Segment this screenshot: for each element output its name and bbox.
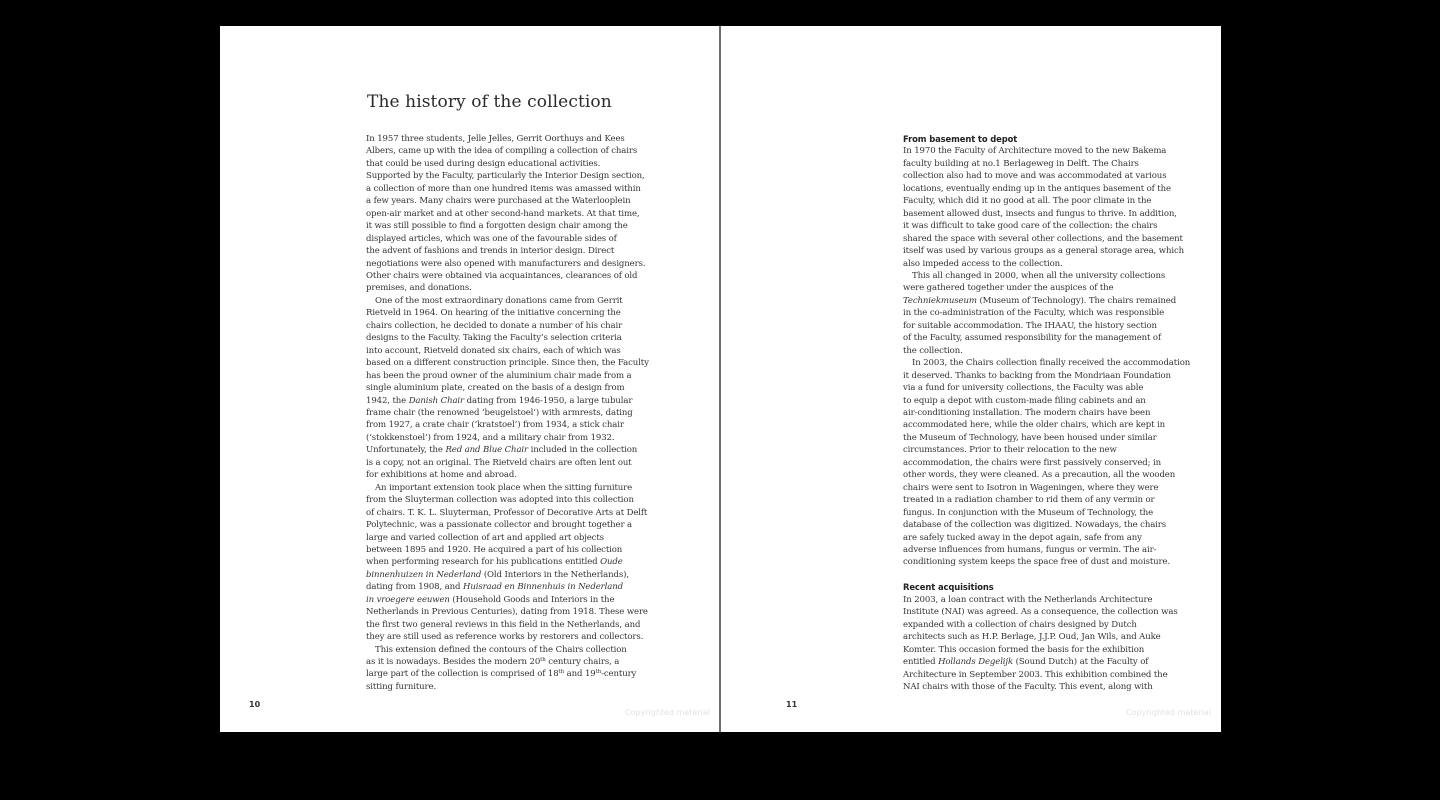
text-line: shared the space with several other collections, and the basement [903,233,1183,244]
italic-title: Oude [600,557,623,568]
text-line [366,581,658,593]
text-line: a collection of more than one hundred items was amassed within [366,183,641,194]
copyright-watermark: Copyrighted material [624,708,710,717]
text-line: Supported by the Faculty, particularly the Interior Design section, [366,171,645,182]
superscript: th [540,657,546,664]
paragraph-basement [903,145,1195,270]
text-line: accommodated here, while the older chairs, which are kept in [903,420,1165,431]
page-title: The history of the collection [367,92,612,112]
text-line: is a copy, not an original. The Rietveld chairs are often lent out [366,457,632,468]
text-line: of chairs. T. K. L. Sluyterman, Professor of Decorative Arts at Delft [366,507,648,518]
text-line: to equip a depot with custom-made filing cabinets and an [903,395,1146,406]
italic-title: in vroegere eeuwen [366,594,450,605]
text-line: In 2003, a loan contract with the Netherlands Architecture [903,594,1153,605]
text-line: single aluminium plate, created on the basis of a design from [366,383,625,394]
italic-title: Huisraad en Binnenhuis in Nederland [462,582,623,593]
text-line: faculty building at no.1 Berlageweg in Delft. The Chairs [903,158,1139,169]
text-line: Faculty, which did it no good at all. The poor climate in the [903,196,1152,207]
paragraph-extension [366,644,658,694]
text-line: displayed articles, which was one of the favourable sides of [366,233,617,244]
paragraph-2003 [903,357,1195,569]
text-line: has been the proud owner of the aluminium chair made from a [366,370,632,381]
text-run: when performing research for his publications entitled [366,557,601,568]
text-line [366,656,658,668]
italic-title: binnenhuizen in Nederland [366,569,482,580]
text-line: expanded with a collection of chairs designed by Dutch [903,619,1137,630]
page-number: 10 [249,700,261,709]
text-line: Netherlands in Previous Centuries), dating from 1918. These were [366,607,648,618]
section-heading: Recent acquisitions [903,582,994,593]
text-line: also impeded access to the collection. [903,258,1063,269]
text-line: locations, eventually ending up in the antiques basement of the [903,183,1171,194]
text-line: architects such as H.P. Berlage, J.J.P. Oud, Jan Wils, and Auke [903,632,1161,643]
text-line: sitting furniture. [366,681,437,692]
superscript: th [595,669,602,676]
text-run: included in the collection [528,445,638,456]
text-line: were gathered together under the auspices of the [903,283,1114,294]
text-line: frame chair (the renowned ‘beugelstoel’) with armrests, dating [366,407,633,418]
text-line: In 1970 the Faculty of Architecture moved to the new Bakema [903,146,1167,157]
text-line [903,656,1195,668]
paragraph-rietveld [366,295,658,482]
text-line: itself was used by various groups as a general storage area, which [903,246,1184,257]
text-run: dating from 1908, and [366,582,463,593]
page-number: 11 [786,700,798,709]
text-line: the Museum of Technology, have been housed under similar [903,432,1157,443]
italic-title: Techniekmuseum [903,295,977,306]
text-run: and 19 [564,669,596,680]
text-run: Unfortunately, the [366,445,446,456]
text-line: the advent of fashions and trends in interior design. Direct [366,246,615,257]
text-line [366,556,658,568]
text-line: premises, and donations. [366,283,472,294]
text-line: open-air market and at other second-hand markets. At that time, [366,208,640,219]
right-text-column [903,133,1195,693]
text-line [366,569,658,581]
text-line: Polytechnic, was a passionate collector and brought together a [366,520,633,531]
paragraph-intro [366,133,658,295]
text-line: treated in a radiation chamber to rid them of any vermin or [903,495,1155,506]
text-line: based on a different construction principle. Since then, the Faculty [366,358,649,369]
text-line: from the Sluyterman collection was adopted into this collection [366,495,634,506]
text-line: Rietveld in 1964. On hearing of the initiative concerning the [366,308,621,319]
text-run: large part of the collection is comprised of 18 [366,669,559,680]
text-line [366,395,658,407]
text-line: Institute (NAI) was agreed. As a consequence, the collection was [903,607,1178,618]
text-line: One of the most extraordinary donations came from Gerrit [375,295,623,306]
text-run: (Old Interiors in the Netherlands), [481,569,629,580]
text-line: NAI chairs with those of the Faculty. This event, along with [903,681,1153,692]
text-line: for suitable accommodation. The IHAAU, the history section [903,320,1157,331]
text-line [366,668,658,680]
text-run: century chairs, a [545,657,620,668]
italic-title: Hollands Degelijk [938,657,1014,668]
text-line: large and varied collection of art and applied art objects [366,532,604,543]
text-line: between 1895 and 1920. He acquired a part of his collection [366,544,623,555]
text-run: dating from 1946-1950, a large tubular [464,395,633,406]
text-line: the collection. [903,345,963,356]
text-line: are safely tucked away in the depot again, safe from any [903,532,1142,543]
section-spacer [903,569,1195,582]
text-line: the first two general reviews in this field in the Netherlands, and [366,619,641,630]
text-line: that could be used during design educational activities. [366,158,601,169]
text-line: it was still possible to find a forgotten design chair among the [366,221,628,232]
text-line: This all changed in 2000, when all the university collections [912,270,1166,281]
text-line: via a fund for university collections, the Faculty was able [903,383,1144,394]
text-run: (Museum of Technology). The chairs remained [976,295,1177,306]
text-line: In 2003, the Chairs collection finally received the accommodation [912,358,1191,369]
text-line: conditioning system keeps the space free of dust and moisture. [903,557,1171,568]
text-line: from 1927, a crate chair (‘kratstoel’) from 1934, a stick chair [366,420,624,431]
text-run: 1942, the [366,395,409,406]
text-line: other words, they were cleaned. As a precaution, all the wooden [903,470,1176,481]
paragraph-acquisitions [903,594,1195,694]
left-page [220,26,720,732]
superscript: th [558,669,565,676]
text-line: of the Faculty, assumed responsibility for the management of [903,333,1161,344]
text-line: negotiations were also opened with manufacturers and designers. [366,258,646,269]
italic-title: Red and Blue Chair [445,445,528,456]
left-text-column [366,133,658,693]
text-run: as it is nowadays. Besides the modern 20 [366,657,541,668]
text-line: circumstances. Prior to their relocation to the new [903,445,1117,456]
text-line: basement allowed dust, insects and fungus to thrive. In addition, [903,208,1177,219]
text-line: adverse influences from humans, fungus or vermin. The air- [903,544,1157,555]
text-line: Other chairs were obtained via acquaintances, clearances of old [366,270,638,281]
text-run: -century [601,669,637,680]
text-line: Architecture in September 2003. This exhibition combined the [903,669,1168,680]
text-line: for exhibitions at home and abroad. [366,470,517,481]
text-line: a few years. Many chairs were purchased at the Waterlooplein [366,196,631,207]
text-line [366,594,658,606]
text-line: Komter. This occasion formed the basis for the exhibition [903,644,1145,655]
text-line: it deserved. Thanks to backing from the Mondriaan Foundation [903,370,1171,381]
section-heading: From basement to depot [903,134,1018,144]
text-line: they are still used as reference works by restorers and collectors. [366,632,644,643]
copyright-watermark: Copyrighted material [1125,708,1211,717]
paragraph-sluyterman [366,482,658,644]
text-line: Albers, came up with the idea of compiling a collection of chairs [366,146,638,157]
text-run: (Sound Dutch) at the Faculty of [1013,657,1149,668]
text-line: into account, Rietveld donated six chairs, each of which was [366,345,621,356]
italic-title: Danish Chair [408,395,465,406]
paragraph-2000 [903,270,1195,357]
text-line: (‘stokkenstoel’) from 1924, and a military chair from 1932. [366,432,615,443]
text-line: designs to the Faculty. Taking the Faculty’s selection criteria [366,333,622,344]
text-line [903,295,1195,307]
text-line: An important extension took place when the sitting furniture [375,482,633,493]
right-page [721,26,1221,732]
text-line: fungus. In conjunction with the Museum of Technology, the [903,507,1154,518]
text-line [366,444,658,456]
text-line: accommodation, the chairs were first passively conserved; in [903,457,1161,468]
text-line: chairs collection, he decided to donate a number of his chair [366,320,623,331]
text-line: chairs were sent to Isotron in Wageningen, where they were [903,482,1159,493]
text-line: air-conditioning installation. The modern chairs have been [903,407,1151,418]
text-line: This extension defined the contours of the Chairs collection [375,644,627,655]
text-line: in the co-administration of the Faculty, which was responsible [903,308,1165,319]
text-line: database of the collection was digitized. Nowadays, the chairs [903,520,1167,531]
text-line: In 1957 three students, Jelle Jelles, Gerrit Oorthuys and Kees [366,134,625,144]
text-line: it was difficult to take good care of the collection: the chairs [903,221,1158,232]
text-run: (Household Goods and Interiors in the [449,594,615,605]
text-run: entitled [903,657,939,668]
text-line: collection also had to move and was accommodated at various [903,171,1167,182]
